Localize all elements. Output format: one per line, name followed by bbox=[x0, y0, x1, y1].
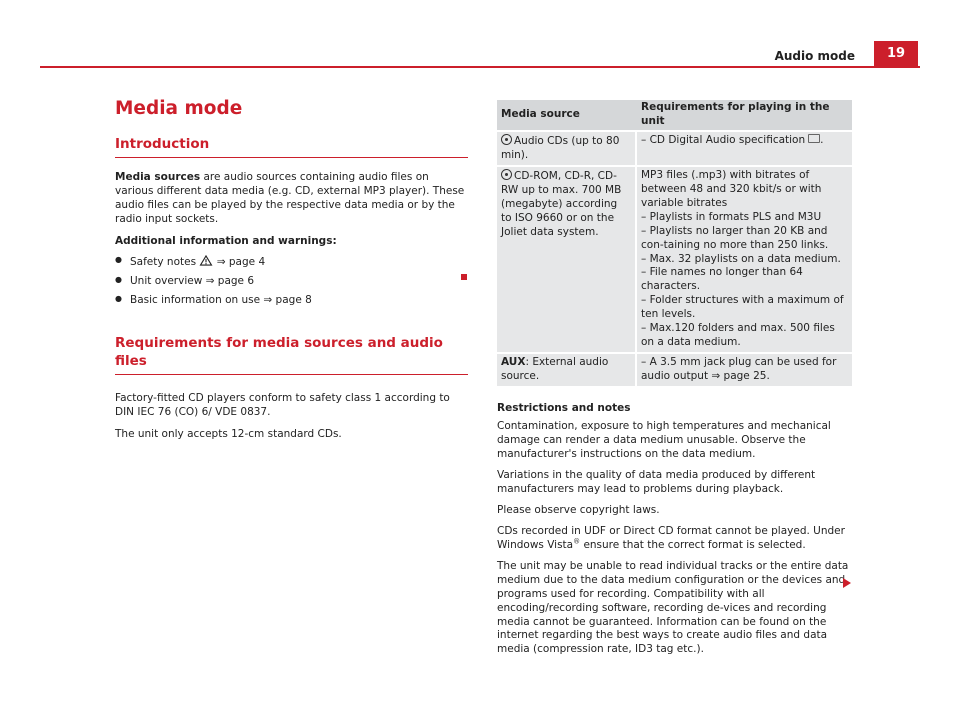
intro-term: Media sources bbox=[115, 171, 201, 184]
table-row bbox=[497, 167, 852, 352]
column-header-requirements: Requirements for playing in the unit bbox=[637, 100, 852, 130]
table-header-row bbox=[497, 100, 852, 130]
table-cell: Audio CDs (up to 80 min). bbox=[497, 132, 637, 165]
restrictions-paragraph-5: The unit may be unable to read individual tracks or the entire data medium due to the data medium configuration or the devices and programs used for recording. Compatibility with all encoding/recording software, recording de-vices and recording media cannot be guaranteed. Information can be found on the internet regarding the best ways to create audio files and data media (compression rate, ID3 tag etc.). bbox=[497, 559, 849, 656]
restrictions-paragraph-1: Contamination, exposure to high temperatures and mechanical damage can render a data medium unusable. Observe the manufacturer's instructions on the data medium. bbox=[497, 420, 831, 460]
requirements-paragraph-2: The unit only accepts 12-cm standard CDs. bbox=[115, 427, 342, 440]
safety-notes-ref: ⇒ page 4 bbox=[216, 255, 266, 268]
header-rule bbox=[40, 66, 920, 68]
list-item[interactable]: ● Basic information on use ⇒ page 8 bbox=[115, 294, 468, 308]
right-column bbox=[497, 98, 852, 657]
page-title: Media mode bbox=[115, 98, 243, 119]
table-row bbox=[497, 354, 852, 386]
requirements-paragraph-1: Factory-fitted CD players conform to safety class 1 according to DIN IEC 76 (CO) 6/ VDE 0837. bbox=[115, 391, 450, 418]
cd-icon bbox=[501, 169, 512, 180]
intro-heading: Introduction bbox=[115, 136, 468, 158]
compact-disc-logo-icon bbox=[808, 134, 820, 143]
media-table bbox=[497, 98, 852, 388]
safety-notes-label: Safety notes bbox=[130, 255, 197, 268]
info-list bbox=[115, 255, 468, 308]
continue-arrow-icon bbox=[843, 578, 851, 588]
page-number: 19 bbox=[874, 41, 918, 67]
additional-info-label: Additional information and warnings: bbox=[115, 234, 337, 247]
table-cell: AUX: External audio source. bbox=[497, 354, 637, 386]
intro-text: are audio sources containing audio files on various different data media (e.g. CD, external MP3 player). These audio files can be played by the respective data media or by the radio input sockets. bbox=[115, 171, 465, 225]
warning-icon bbox=[199, 255, 213, 266]
intro-paragraph bbox=[115, 171, 468, 227]
cd-icon bbox=[501, 134, 512, 145]
restrictions-paragraph-2: Variations in the quality of data media produced by different manufacturers may lead to problems during playback. bbox=[497, 468, 816, 495]
restrictions-paragraph-4: CDs recorded in UDF or Direct CD format cannot be played. Under Windows Vista® ensure that the correct format is selected. bbox=[497, 524, 845, 551]
table-cell: MP3 files (.mp3) with bitrates of between 48 and 320 kbit/s or with variable bitrates – Playlists in formats PLS and M3U – Playlists no larger than 20 KB and con-taining no more than 250 links. – Max. 32 playlists on a data medium. – File names no longer than 64 characters. – Folder structures with a maximum of ten levels. – Max.120 folders and max. 500 files on a data medium. bbox=[637, 167, 852, 352]
left-column bbox=[115, 98, 468, 442]
list-item[interactable]: ● Unit overview ⇒ page 6 bbox=[115, 275, 468, 289]
table-row bbox=[497, 132, 852, 165]
table-cell: – CD Digital Audio specification . bbox=[637, 132, 852, 165]
section-title: Audio mode bbox=[774, 49, 855, 63]
table-cell: – A 3.5 mm jack plug can be used for audio output ⇒ page 25. bbox=[637, 354, 852, 386]
table-cell: CD-ROM, CD-R, CD-RW up to max. 700 MB (megabyte) according to ISO 9660 or on the Joliet data system. bbox=[497, 167, 637, 352]
section-end-marker bbox=[461, 274, 467, 280]
column-header-source: Media source bbox=[497, 100, 637, 130]
requirements-heading: Requirements for media sources and audio files bbox=[115, 335, 468, 375]
restrictions-paragraph-3: Please observe copyright laws. bbox=[497, 503, 660, 516]
list-item[interactable] bbox=[115, 255, 468, 270]
restrictions-heading: Restrictions and notes bbox=[497, 402, 631, 415]
